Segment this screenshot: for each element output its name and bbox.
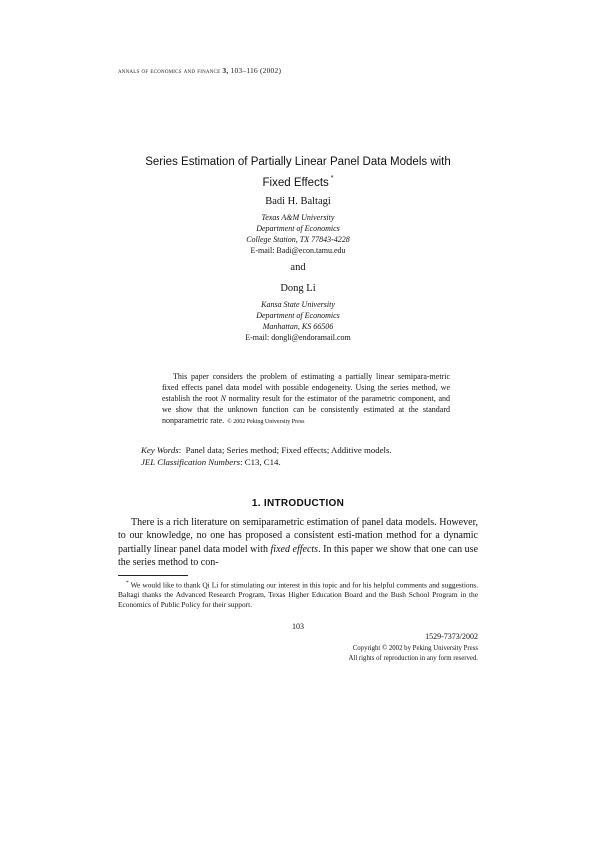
author-2-name: Dong Li [280, 283, 316, 294]
footnote-marker: * [126, 580, 129, 586]
conjunction-and: and [290, 262, 306, 273]
intro-text-2: . In this paper we show that one can use the series method to con- [118, 543, 479, 569]
abstract-symbol-n: N [220, 394, 226, 404]
paper-title [120, 155, 476, 191]
author-2-affiliation [120, 299, 476, 343]
author-1-address: College Station, TX 77843-4228 [246, 235, 350, 244]
title-line-2 [120, 171, 476, 192]
footnote [118, 578, 478, 610]
copyright-notice [290, 644, 478, 663]
pages-year: 103–116 (2002) [230, 66, 282, 75]
intro-paragraph [118, 516, 478, 570]
key-words-label: Key Words [141, 445, 179, 455]
page-number: 103 [292, 622, 304, 631]
author-1-affiliation [120, 212, 476, 256]
footnote-rule [118, 575, 188, 576]
title-footnote-marker: * [330, 174, 334, 182]
jel-value: C13, C14. [244, 457, 281, 467]
author-1-university: Texas A&M University [261, 213, 335, 222]
title-line-1: Series Estimation of Partially Linear Panel Data Models with [145, 156, 451, 168]
author-1-department: Department of Economics [256, 224, 340, 233]
section-heading: 1. INTRODUCTION [251, 498, 345, 509]
key-words-line: Key Words: Panel data; Series method; Fixed effects; Additive models. [141, 445, 392, 455]
footnote-text: We would like to thank Qi Li for stimulating our interest in this topic and for his helpful comments and suggestions. Baltagi thanks the Advanced Research Program, Texas Higher Education Board and the Bush School Program in the Economics of Public Policy for their support. [118, 580, 478, 610]
abstract [162, 371, 450, 428]
intro-emphasis: fixed effects [270, 543, 319, 555]
journal-name: annals of economics and finance [118, 66, 221, 75]
copyright-line-2: All rights of reproduction in any form reserved. [348, 654, 478, 662]
author-2-department: Department of Economics [256, 311, 340, 320]
author-2-university: Kansa State University [261, 300, 335, 309]
key-words-value: Panel data; Series method; Fixed effects; Additive models. [185, 445, 392, 455]
author-1-email: E-mail: Badi@econ.tamu.edu [250, 246, 346, 255]
copyright-line-1: Copyright © 2002 by Peking University Press [352, 645, 478, 652]
author-1-name: Badi H. Baltagi [265, 196, 331, 207]
intro-text-1: There is a rich literature on semiparametric estimation of panel data models. However, to our knowledge, no one has proposed a consistent esti-mation method for a dynamic partially linear panel data model with [118, 517, 478, 555]
abstract-text-2: normality result for the estimator of the parametric component, and we show that the unknown function can be consistently estimated at the standard nonparametric rate. [162, 394, 451, 426]
author-2-email: E-mail: dongli@endoramail.com [245, 333, 351, 342]
author-2-address: Manhattan, KS 66506 [262, 322, 334, 331]
jel-label: JEL Classification Numbers [141, 457, 241, 467]
issn: 1529-7373/2002 [425, 632, 478, 641]
volume-number: 3, [222, 66, 229, 75]
running-head [118, 66, 281, 75]
abstract-text-1: This paper considers the problem of estimating a partially linear semipara-metric fixed effects panel data model with possible endogeneity. Using the series method, we establish the root [162, 372, 450, 404]
abstract-copyright: © 2002 Peking University Press [227, 419, 305, 426]
jel-line: JEL Classification Numbers: C13, C14. [141, 457, 281, 467]
title-line-2-text: Fixed Effects [262, 176, 329, 189]
keywords-block [141, 444, 392, 468]
